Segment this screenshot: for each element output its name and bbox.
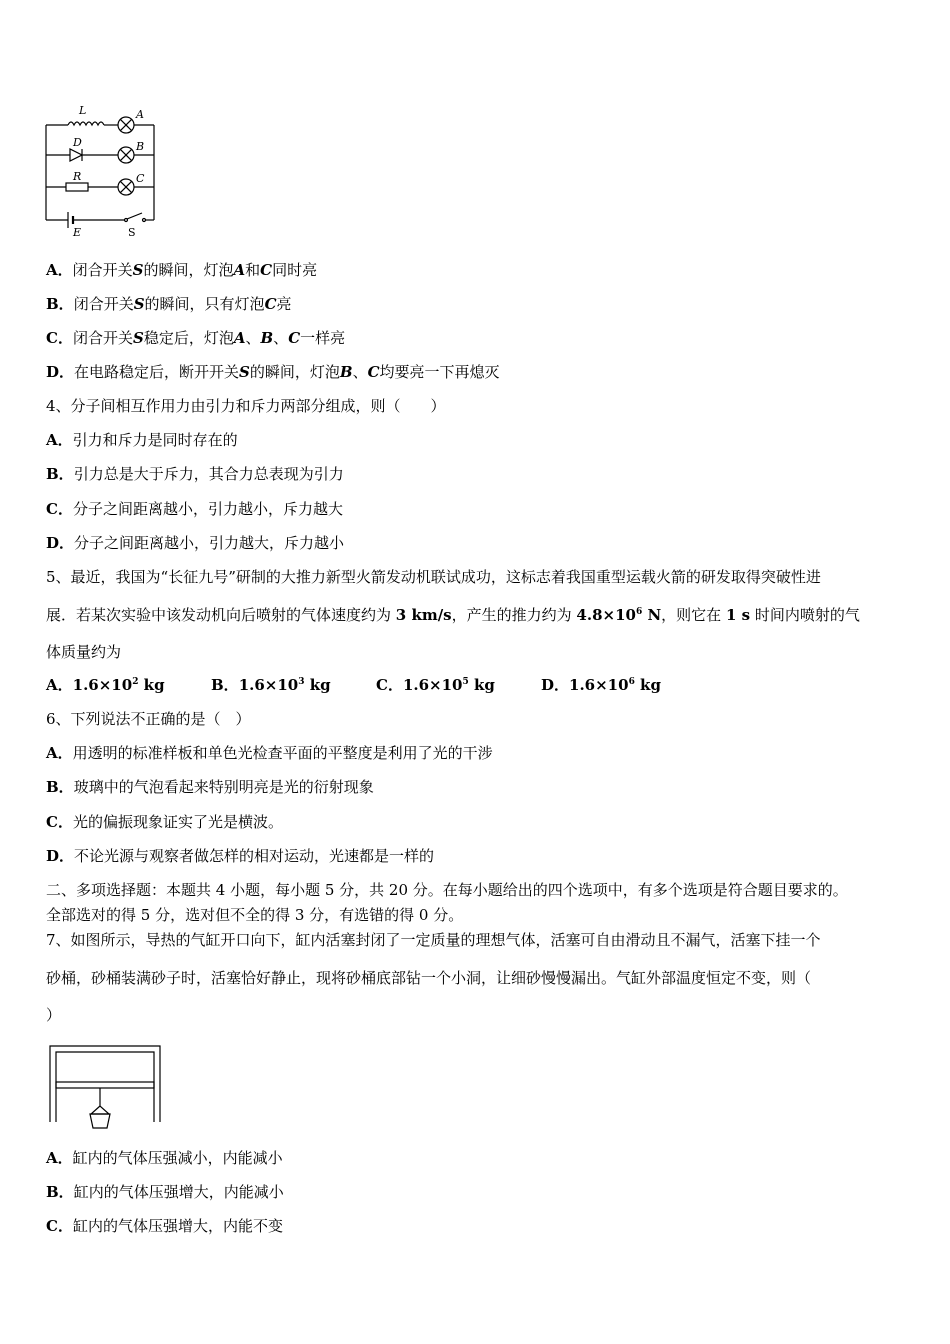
q5-option-d[interactable]: D．$1.6\times 10^6$ kg xyxy=(541,676,661,694)
q6-stem: 6、下列说法不正确的是（ ） xyxy=(46,710,251,728)
q7-stem-line3: ） xyxy=(46,1006,62,1024)
q5-stem-line3: 体质量约为 xyxy=(46,643,122,661)
cylinder-diagram xyxy=(44,1042,174,1132)
q4-stem: 4、分子间相互作用力由引力和斥力两部分组成，则（ ） xyxy=(46,397,446,415)
q7-stem-line1: 7、如图所示，导热的气缸开口向下，缸内活塞封闭了一定质量的理想气体，活塞可自由滑动且不漏气，活塞下挂一个 xyxy=(46,931,821,949)
q7-option-c[interactable]: C．缸内的气体压强增大，内能不变 xyxy=(46,1217,283,1235)
q3-option-d[interactable]: D．在电路稳定后，断开开关S的瞬间，灯泡B、C均要亮一下再熄灭 xyxy=(46,363,500,381)
label-B: B xyxy=(136,140,145,153)
q5-stem-line2: 展．若某次实验中该发动机向后喷射的气体速度约为 3 km/s，产生的推力约为 $4.8\times 10^6$ N，则它在 1 s 时间内喷射的气 xyxy=(46,606,860,624)
label-L: L xyxy=(79,104,87,117)
q5-option-b[interactable]: B．$1.6\times 10^3$ kg xyxy=(211,676,331,694)
q4-option-a[interactable]: A．引力和斥力是同时存在的 xyxy=(46,431,238,449)
label-E: E xyxy=(73,226,82,239)
sand-bucket-handle xyxy=(91,1106,109,1114)
section2-heading-line2: 全部选对的得 5 分，选对但不全的得 3 分，有选错的得 0 分。 xyxy=(46,906,464,924)
q6-option-a[interactable]: A．用透明的标准样板和单色光检查平面的平整度是利用了光的干涉 xyxy=(46,744,493,762)
q4-option-b[interactable]: B．引力总是大于斥力，其合力总表现为引力 xyxy=(46,465,344,483)
q5-stem-line1: 5、最近，我国为“长征九号”研制的大推力新型火箭发动机联试成功，这标志着我国重型运载火箭的研发取得突破性进 xyxy=(46,568,821,586)
q3-option-c[interactable]: C．闭合开关S稳定后，灯泡A、B、C一样亮 xyxy=(46,329,346,347)
q5-option-a[interactable]: A．$1.6\times 10^2$ kg xyxy=(46,676,165,694)
q6-option-b[interactable]: B．玻璃中的气泡看起来特别明亮是光的衍射现象 xyxy=(46,778,374,796)
q6-option-d[interactable]: D．不论光源与观察者做怎样的相对运动，光速都是一样的 xyxy=(46,847,435,865)
label-R: R xyxy=(73,170,82,183)
piston xyxy=(56,1082,154,1088)
q4-option-d[interactable]: D．分子之间距离越小，引力越大，斥力越小 xyxy=(46,534,345,552)
label-C: C xyxy=(136,172,145,185)
diode-triangle xyxy=(70,149,82,161)
q3-option-a[interactable]: A．闭合开关S的瞬间，灯泡A和C同时亮 xyxy=(46,261,318,279)
q7-stem-line2: 砂桶，砂桶装满砂子时，活塞恰好静止，现将砂桶底部钻一个小洞，让细砂慢慢漏出。气缸外部温度恒定不变，则（ xyxy=(46,969,812,987)
sand-bucket xyxy=(90,1114,110,1128)
circuit-diagram xyxy=(40,100,170,240)
label-D: D xyxy=(73,136,82,149)
q7-option-a[interactable]: A．缸内的气体压强减小，内能减小 xyxy=(46,1149,283,1167)
label-A: A xyxy=(136,108,144,121)
section2-heading-line1: 二、多项选择题：本题共 4 小题，每小题 5 分，共 20 分。在每小题给出的四个选项中，有多个选项是符合题目要求的。 xyxy=(46,881,848,899)
q6-option-c[interactable]: C．光的偏振现象证实了光是横波。 xyxy=(46,813,283,831)
q3-option-b[interactable]: B．闭合开关S的瞬间，只有灯泡C亮 xyxy=(46,295,292,313)
q5-options xyxy=(46,675,661,695)
label-S: S xyxy=(128,226,136,239)
q7-option-b[interactable]: B．缸内的气体压强增大，内能减小 xyxy=(46,1183,284,1201)
q5-option-c[interactable]: C．$1.6\times 10^5$ kg xyxy=(376,676,495,694)
q4-option-c[interactable]: C．分子之间距离越小，引力越小，斥力越大 xyxy=(46,500,343,518)
